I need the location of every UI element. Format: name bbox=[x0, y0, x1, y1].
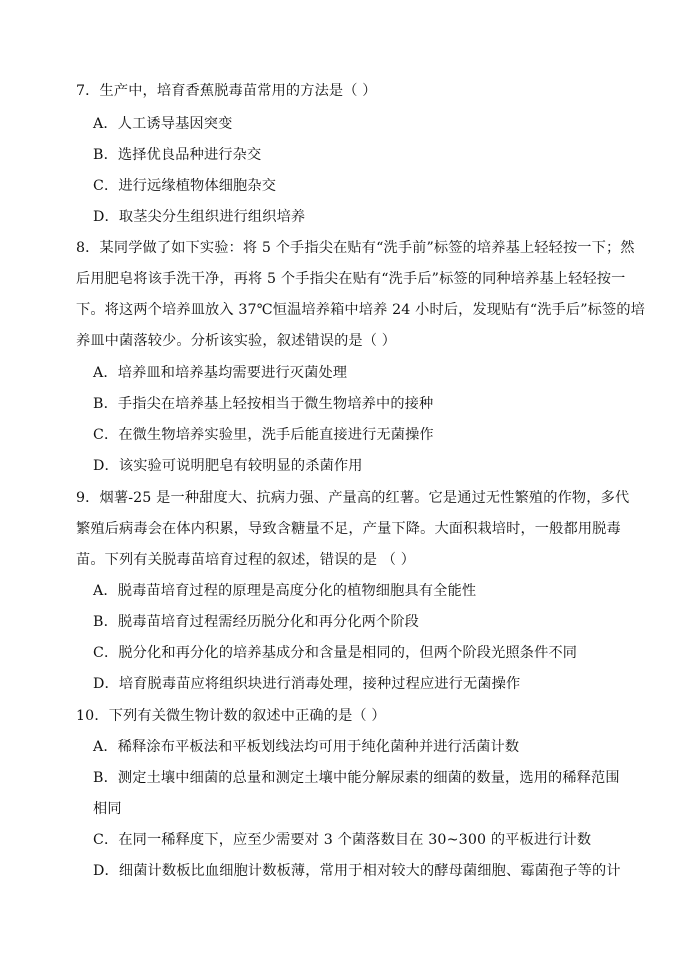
question-8-option-d: D．该实验可说明肥皂有较明显的杀菌作用 bbox=[93, 458, 363, 474]
question-10-stem: 10．下列有关微生物计数的叙述中正确的是（ ） bbox=[76, 708, 386, 724]
question-8-option-a: A．培养皿和培养基均需要进行灭菌处理 bbox=[93, 365, 348, 381]
question-9-option-d: D．培育脱毒苗应将组织块进行消毒处理，接种过程应进行无菌操作 bbox=[93, 676, 521, 692]
question-9-option-a: A．脱毒苗培育过程的原理是高度分化的植物细胞具有全能性 bbox=[93, 583, 477, 599]
question-7-option-d: D．取茎尖分生组织进行组织培养 bbox=[93, 209, 306, 225]
question-7-option-a: A．人工诱导基因突变 bbox=[93, 116, 233, 132]
question-9-option-c: C．脱分化和再分化的培养基成分和含量是相同的，但两个阶段光照条件不同 bbox=[93, 645, 578, 661]
question-8-stem-line-1: 8．某同学做了如下实验：将 5 个手指尖在贴有“洗手前”标签的培养基上轻轻按一下；然 bbox=[76, 240, 635, 256]
question-9-stem-line-3: 苗。下列有关脱毒苗培育过程的叙述，错误的是 （ ） bbox=[76, 552, 416, 568]
question-9-stem-line-2: 繁殖后病毒会在体内积累，导致含糖量不足，产量下降。大面积栽培时，一般都用脱毒 bbox=[76, 521, 621, 537]
question-8-stem-line-4: 养皿中菌落较少。分析该实验，叙述错误的是（ ） bbox=[76, 333, 397, 349]
question-10-option-d: D．细菌计数板比血细胞计数板薄，常用于相对较大的酵母菌细胞、霉菌孢子等的计 bbox=[93, 863, 621, 879]
question-8-option-b: B．手指尖在培养基上轻按相当于微生物培养中的接种 bbox=[93, 396, 434, 412]
question-8-stem-line-2: 后用肥皂将该手洗干净，再将 5 个手指尖在贴有“洗手后”标签的同种培养基上轻轻按一 bbox=[76, 271, 626, 287]
question-10-option-b-line-2: 相同 bbox=[93, 801, 122, 817]
question-9-option-b: B．脱毒苗培育过程需经历脱分化和再分化两个阶段 bbox=[93, 614, 420, 630]
question-7-option-b: B．选择优良品种进行杂交 bbox=[93, 147, 262, 163]
question-10-option-a: A．稀释涂布平板法和平板划线法均可用于纯化菌种并进行活菌计数 bbox=[93, 739, 520, 755]
question-8-option-c: C．在微生物培养实验里，洗手后能直接进行无菌操作 bbox=[93, 427, 434, 443]
question-7-option-c: C．进行远缘植物体细胞杂交 bbox=[93, 178, 277, 194]
question-7-stem: 7．生产中，培育香蕉脱毒苗常用的方法是（ ） bbox=[76, 83, 377, 99]
question-10-option-b-line-1: B．测定土壤中细菌的总量和测定土壤中能分解尿素的细菌的数量，选用的稀释范围 bbox=[93, 770, 620, 786]
question-8-stem-line-3: 下。将这两个培养皿放入 37℃恒温培养箱中培养 24 小时后，发现贴有“洗手后”标签的培 bbox=[76, 302, 645, 318]
question-10-option-c: C．在同一稀释度下，应至少需要对 3 个菌落数目在 30~300 的平板进行计数 bbox=[93, 832, 592, 848]
question-9-stem-line-1: 9．烟薯-25 是一种甜度大、抗病力强、产量高的红薯。它是通过无性繁殖的作物，多代 bbox=[76, 490, 630, 506]
